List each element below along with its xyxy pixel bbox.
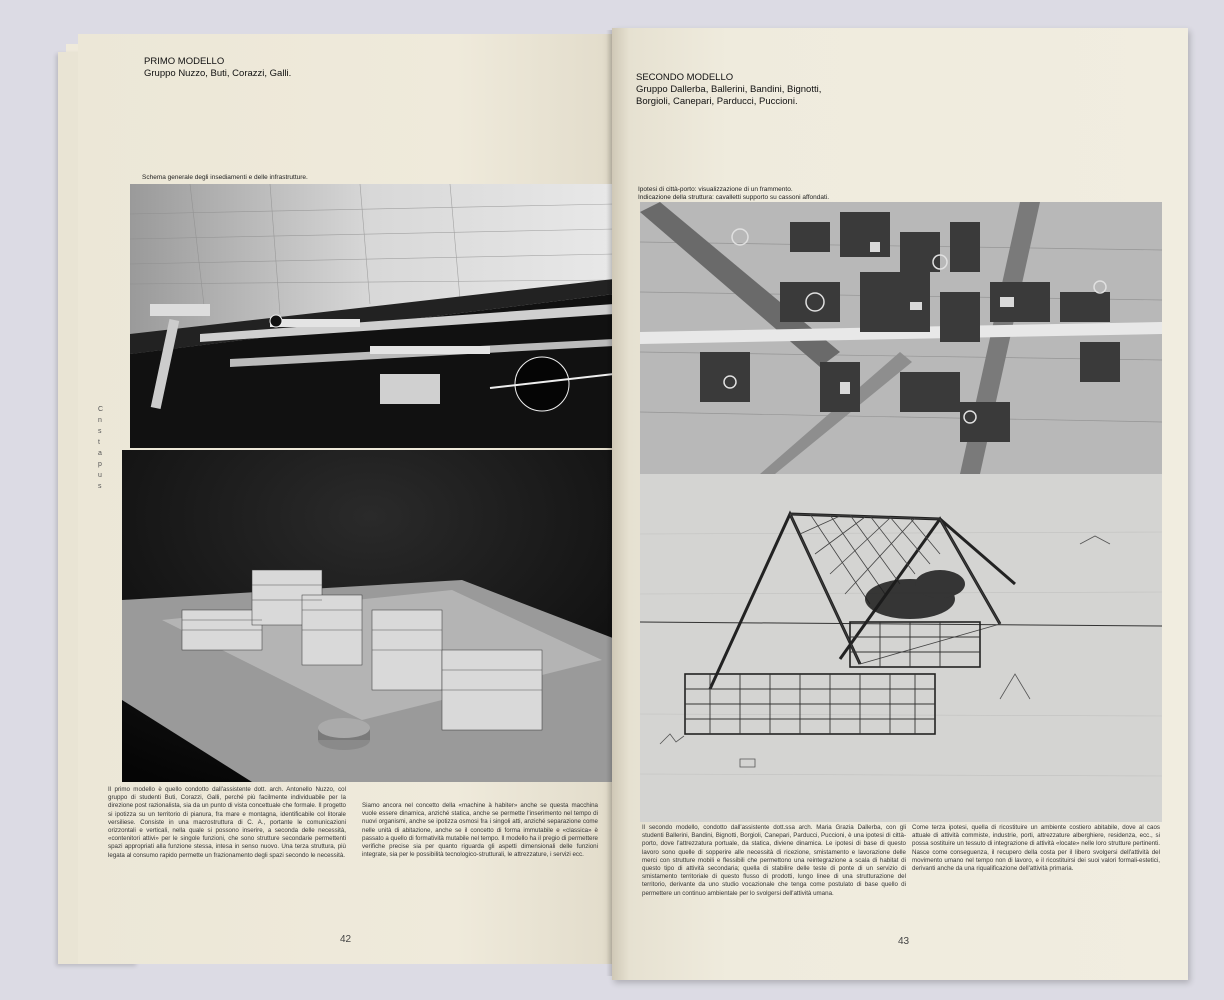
right-page [612, 28, 1188, 980]
left-caption: Schema generale degli insediamenti e delle infrastrutture. [142, 174, 308, 181]
right-heading [636, 72, 821, 108]
plan-scheme-photo [130, 184, 614, 448]
right-caption [638, 186, 1058, 202]
left-page [78, 34, 618, 964]
page-number-right: 43 [898, 936, 910, 947]
left-text-column-1: Il primo modello è quello condotto dall'assistente dott. arch. Antonello Nuzzo, col gruppo di studenti Buti, Corazzi, Galli, perché più facilmente individuabile per la direzione post razionalista, sia da un punto di vista concettuale che formale. Il progetto si ipotizza su un territorio di pianura, fra mare e montagna, identificabile col litorale versiliese. Consiste in una macrostruttura di C. A., portante le comunicazioni orizzontali e verticali, nella quale si possono inserire, a seconda delle necessità, «contenitori attivi» per le singole funzioni, che sono strutture secondarie permettenti spazi appropriati alla funzione stessa, intesa in senso nuovo. Una terza struttura, più legata al consumo rapido permette un frazionamento degli spazi secondo le necessità. [108, 786, 346, 859]
right-caption-line1: Ipotesi di città-porto: visualizzazione di un frammento. [638, 186, 793, 193]
right-heading-group-line2: Borgioli, Canepari, Parducci, Puccioni. [636, 96, 798, 107]
right-text-column-1: Il secondo modello, condotto dall'assistente dott.ssa arch. Maria Grazia Dallerba, con gli studenti Ballerini, Bandini, Bignotti, Borgioli, Canepari, Parducci, Puccioni, è una ipotesi di città-porto, dove l'attrezzatura portuale, da statica, diviene dinamica. Le ipotesi di base di questo lavoro sono quelle di sopperire alle necessità di ricezione, smistamento e lavorazione delle merci con strutture mobili e flessibili che permettono una reintegrazione a scala di habitat di questo tipo di attività secondaria; quella di stabilire delle teste di ponte di un servizio di smistamento territoriale di questo flusso di prodotti, lungo linee di una strutturazione del territorio, derivante da uno studio vocazionale che tenga come postulato di base quello di permettere un continuo ambientale per lo svolgersi dell'attività umana. [642, 824, 906, 897]
right-text-column-2: Come terza ipotesi, quella di ricostituire un ambiente costiero abitabile, dove al caos attuale di attività commiste, industrie, porti, attrezzature alberghiere, residenza, ecc., si possa sostituire un tessuto di integrazione di attività «locate» nelle loro strutture pertinenti. Nasce come conseguenza, il recupero della costa per il libero svolgersi dell'attività del movimento umano nel tempo non di lavoro, e il ricostituirsi dei suoi valori formali-estetici, derivanti anche da una riqualificazione dell'attività primaria. [912, 824, 1160, 873]
left-heading-group: Gruppo Nuzzo, Buti, Corazzi, Galli. [144, 68, 292, 79]
right-caption-line2: Indicazione della struttura: cavalletti supporto su cassoni affondati. [638, 194, 830, 201]
left-text-column-2: Siamo ancora nel concetto della «machine à habiter» anche se questa macchina vuole essere dinamica, anziché statica, anche se permette l'inserimento nel tempo di nuovi organismi, anche se ipotizza osmosi fra i singoli atti, anziché separazione come nelle unità di abitazione, anche se il concetto di forma immutabile e «classica» è passato a quello di formatività mutabile nel tempo. Il modello ha il pregio di permettere verifiche precise sia per quanto riguarda gli aspetti dimensionali delle funzioni integrate, sia per le possibilità tecnologico-strutturali, le attrezzature, i servizi ecc. [362, 802, 598, 859]
left-heading [144, 56, 291, 80]
macrostructure-model-photo [122, 450, 618, 782]
structure-sketch-photo [640, 474, 1162, 822]
left-heading-title: PRIMO MODELLO [144, 56, 225, 67]
right-heading-group-line1: Gruppo Dallerba, Ballerini, Bandini, Bignotti, [636, 84, 822, 95]
city-port-model-photo [640, 202, 1162, 474]
right-heading-title: SECONDO MODELLO [636, 72, 734, 83]
margin-text-fragment: C n s t a p u s [98, 406, 104, 490]
page-number-left: 42 [340, 934, 352, 945]
